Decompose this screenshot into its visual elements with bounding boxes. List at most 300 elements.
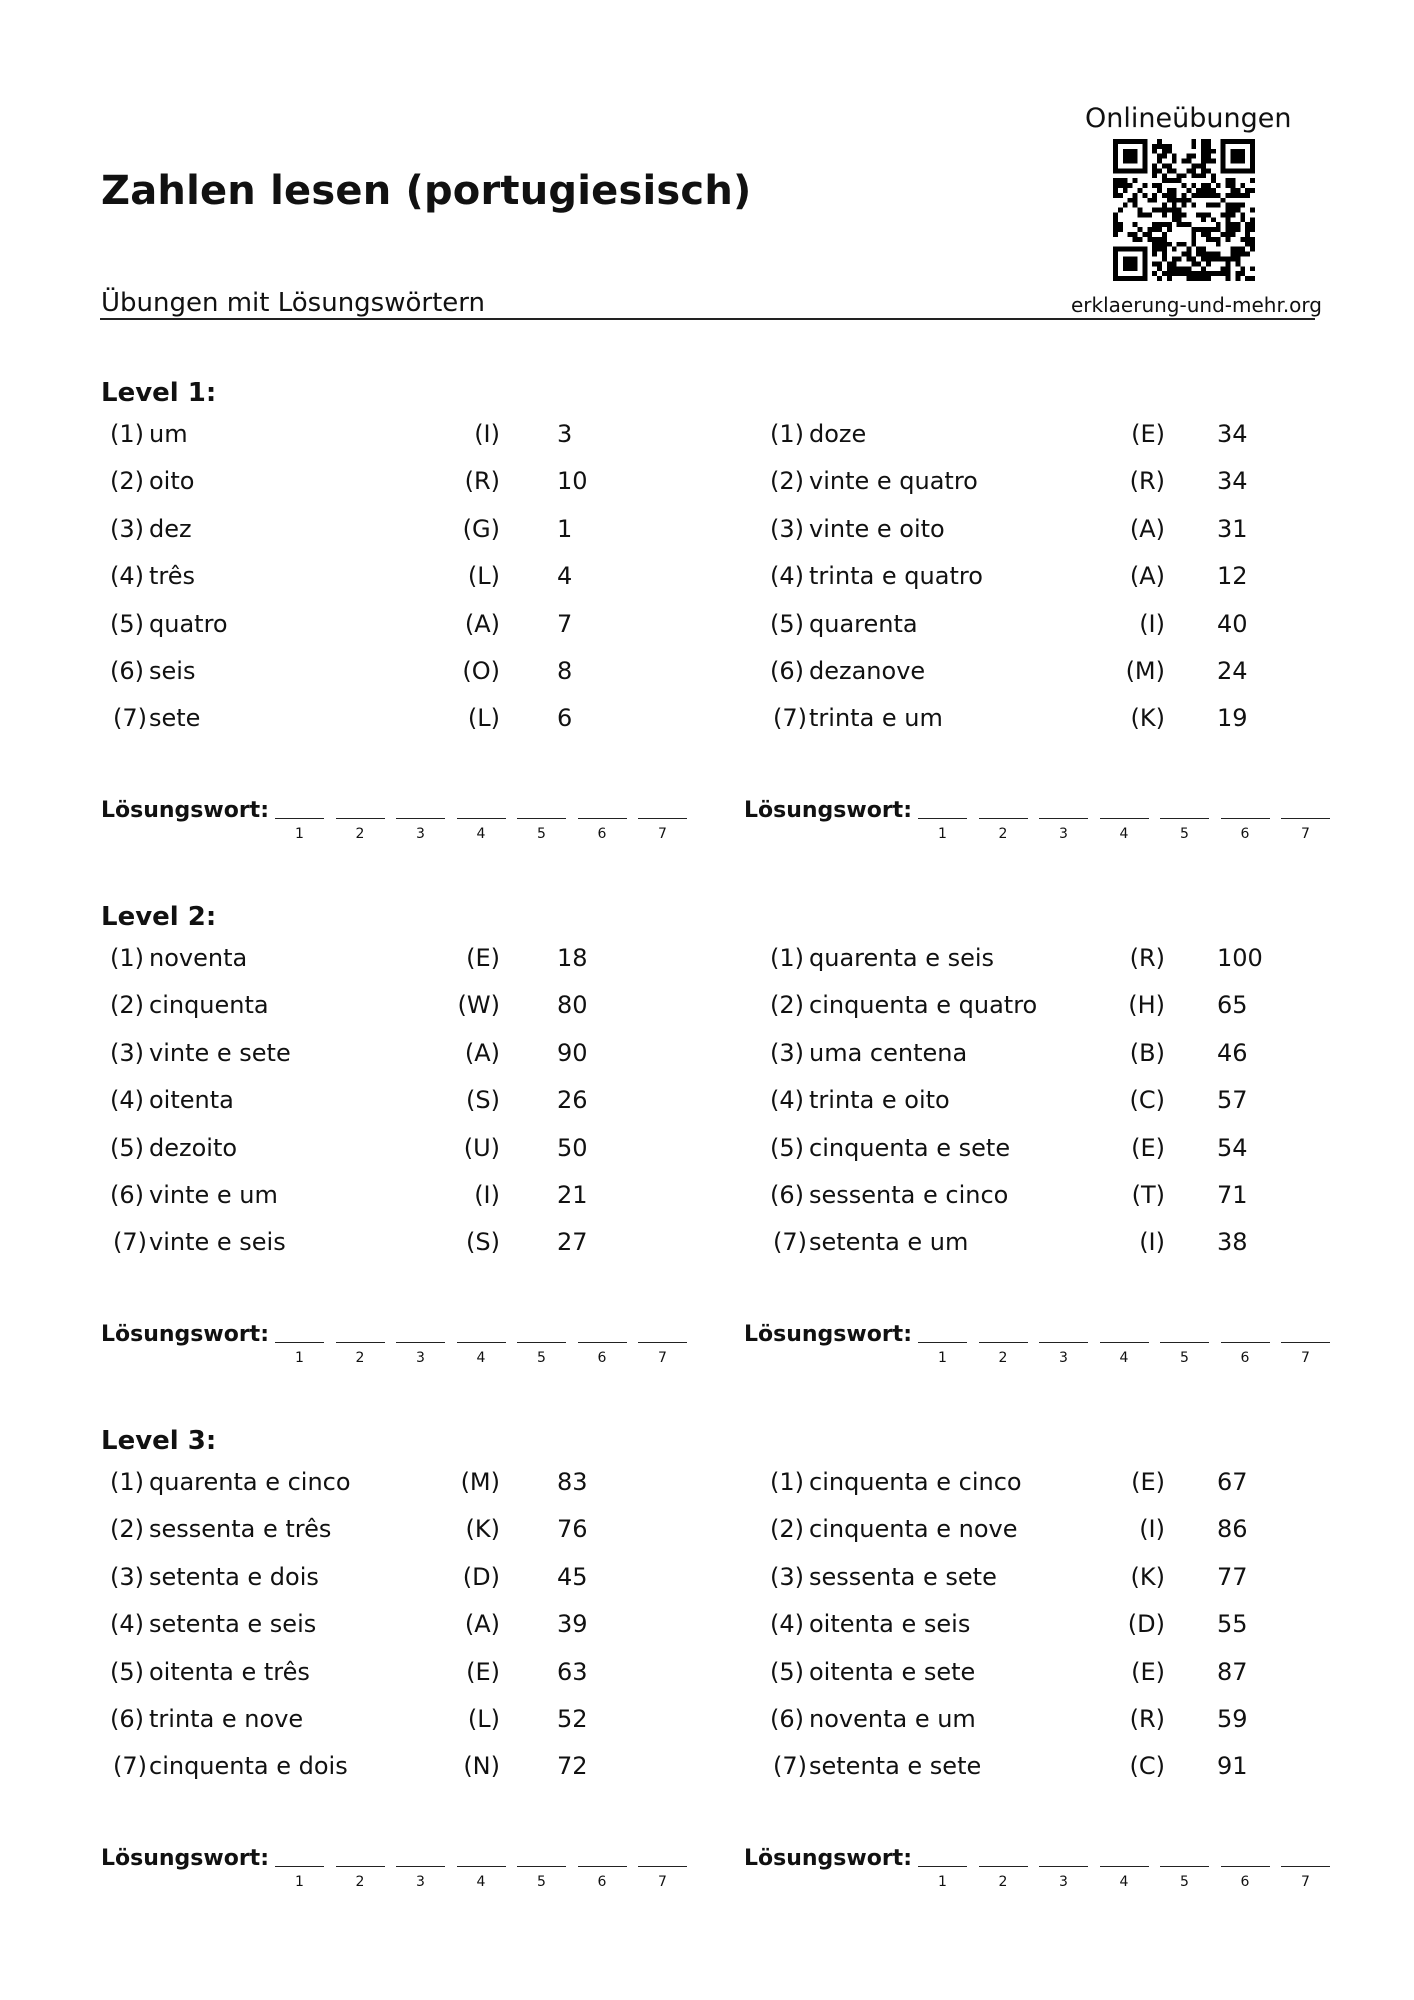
- slot-number: 4: [1119, 1350, 1129, 1366]
- item-number: (6): [110, 657, 144, 685]
- number-value: 57: [1217, 1086, 1248, 1115]
- number-value: 65: [1217, 991, 1248, 1020]
- level-title: Level 3:: [101, 1426, 217, 1456]
- solution-letter-slot[interactable]: [275, 818, 324, 854]
- exercise-row: [110, 515, 617, 555]
- number-word: setenta e um: [809, 1228, 969, 1257]
- exercise-row: [110, 1563, 617, 1603]
- solution-letter-slot[interactable]: [1221, 1866, 1270, 1902]
- number-value: 91: [1217, 1752, 1248, 1781]
- solution-letter-slot[interactable]: [1039, 818, 1088, 854]
- item-number: (4): [110, 562, 144, 591]
- slot-number: 6: [597, 1874, 607, 1890]
- blank-line: [396, 1342, 445, 1343]
- solution-letter-slot[interactable]: [1039, 1342, 1088, 1378]
- item-number: (1): [110, 420, 144, 448]
- answer-letter: (G): [462, 514, 500, 543]
- slot-number: 1: [295, 1350, 304, 1366]
- answer-letter: (S): [466, 1228, 500, 1257]
- answer-letter: (L): [467, 562, 500, 591]
- item-number: (2): [770, 1515, 804, 1544]
- item-number: (7): [113, 1228, 147, 1257]
- solution-word-label: Lösungswort:: [744, 798, 912, 823]
- number-word: oitenta: [149, 1086, 234, 1115]
- website-link[interactable]: erklaerung-und-mehr.org: [1071, 293, 1322, 317]
- blank-line: [396, 818, 445, 819]
- item-number: (4): [770, 1610, 804, 1639]
- exercise-row: [770, 1658, 1277, 1698]
- item-number: (5): [770, 609, 804, 638]
- number-word: oito: [149, 467, 195, 496]
- solution-word-row: [101, 1322, 693, 1382]
- exercise-row: [770, 1610, 1277, 1650]
- blank-line: [1281, 818, 1330, 819]
- slot-number: 1: [938, 1350, 947, 1366]
- header-divider: [100, 318, 1315, 320]
- answer-letter: (A): [464, 1038, 500, 1067]
- item-number: (3): [770, 514, 804, 543]
- answer-letter: (I): [1139, 1228, 1165, 1257]
- slot-number: 3: [1059, 826, 1068, 842]
- number-value: 67: [1217, 1468, 1248, 1496]
- solution-letter-slot[interactable]: [457, 1342, 506, 1378]
- number-value: 40: [1217, 609, 1248, 638]
- answer-letter: (O): [462, 657, 500, 685]
- number-word: setenta e dois: [149, 1562, 319, 1591]
- number-word: cinquenta: [149, 991, 269, 1020]
- slot-number: 5: [537, 1874, 546, 1890]
- exercise-row: [770, 1752, 1277, 1792]
- blank-line: [1281, 1342, 1330, 1343]
- slot-number: 1: [938, 826, 947, 842]
- exercise-row: [110, 610, 617, 650]
- exercise-row: [110, 1610, 617, 1650]
- exercise-row: [110, 1086, 617, 1126]
- blank-line: [1039, 1866, 1088, 1867]
- number-word: três: [149, 562, 196, 591]
- solution-letter-slot[interactable]: [979, 1866, 1028, 1902]
- number-word: setenta e sete: [809, 1752, 982, 1781]
- solution-letter-slot[interactable]: [918, 818, 967, 854]
- slot-number: 3: [416, 826, 425, 842]
- number-value: 24: [1217, 657, 1248, 685]
- number-value: 59: [1217, 1705, 1248, 1733]
- exercise-row: [770, 1515, 1277, 1555]
- number-word: setenta e seis: [149, 1610, 317, 1639]
- number-value: 31: [1217, 514, 1248, 543]
- slot-number: 3: [416, 1350, 425, 1366]
- solution-letter-slot[interactable]: [517, 1342, 566, 1378]
- number-word: vinte e seis: [149, 1228, 286, 1257]
- solution-letter-slot[interactable]: [396, 1866, 445, 1902]
- number-word: oitenta e seis: [809, 1610, 971, 1639]
- number-word: doze: [809, 420, 867, 448]
- blank-line: [1160, 818, 1209, 819]
- exercise-row: [770, 1181, 1277, 1221]
- slot-number: 2: [355, 1874, 365, 1890]
- solution-letter-slot[interactable]: [275, 1342, 324, 1378]
- number-word: trinta e quatro: [809, 562, 983, 591]
- slot-number: 2: [998, 1874, 1008, 1890]
- slot-number: 7: [658, 826, 667, 842]
- answer-letter: (A): [1129, 514, 1165, 543]
- exercise-row: [110, 467, 617, 507]
- blank-line: [638, 1866, 687, 1867]
- answer-letter: (S): [466, 1086, 500, 1115]
- exercise-row: [110, 704, 617, 744]
- number-value: 21: [557, 1181, 588, 1209]
- item-number: (6): [770, 1181, 804, 1209]
- solution-letter-slot[interactable]: [1039, 1866, 1088, 1902]
- number-word: cinquenta e nove: [809, 1515, 1018, 1544]
- blank-line: [336, 1342, 385, 1343]
- answer-letter: (L): [467, 704, 500, 733]
- item-number: (3): [110, 1562, 144, 1591]
- solution-word-row: [101, 1846, 693, 1906]
- answer-letter: (A): [464, 1610, 500, 1639]
- number-value: 10: [557, 467, 588, 496]
- blank-line: [336, 818, 385, 819]
- exercise-row: [110, 1752, 617, 1792]
- solution-letter-slot[interactable]: [638, 818, 687, 854]
- blank-line: [517, 1866, 566, 1867]
- slot-number: 7: [1301, 1874, 1310, 1890]
- number-value: 8: [557, 657, 573, 685]
- answer-letter: (H): [1128, 991, 1165, 1020]
- number-word: dez: [149, 514, 192, 543]
- page-title: Zahlen lesen (portugiesisch): [101, 168, 752, 214]
- level-title: Level 2:: [101, 902, 217, 932]
- answer-letter: (C): [1129, 1752, 1165, 1781]
- answer-letter: (E): [1131, 1468, 1165, 1496]
- answer-letter: (C): [1129, 1086, 1165, 1115]
- number-word: dezanove: [809, 657, 926, 685]
- solution-word-row: [744, 1846, 1336, 1906]
- answer-letter: (T): [1131, 1181, 1165, 1209]
- number-value: 90: [557, 1038, 588, 1067]
- slot-number: 5: [537, 1350, 546, 1366]
- answer-letter: (W): [457, 991, 500, 1020]
- solution-letter-slot[interactable]: [1281, 1342, 1330, 1378]
- answer-letter: (U): [463, 1133, 500, 1162]
- blank-line: [1221, 1342, 1270, 1343]
- blank-line: [1100, 1342, 1149, 1343]
- slot-number: 2: [998, 826, 1008, 842]
- slot-number: 4: [476, 1350, 486, 1366]
- blank-line: [578, 1342, 627, 1343]
- exercise-row: [770, 1468, 1277, 1508]
- number-value: 4: [557, 562, 573, 591]
- slot-number: 2: [355, 826, 365, 842]
- solution-word-row: [744, 798, 1336, 858]
- solution-letter-slot[interactable]: [336, 1342, 385, 1378]
- blank-line: [979, 1866, 1028, 1867]
- blank-line: [1160, 1342, 1209, 1343]
- number-value: 39: [557, 1610, 588, 1639]
- blank-line: [457, 1342, 506, 1343]
- solution-letter-slot[interactable]: [517, 1866, 566, 1902]
- blank-line: [918, 818, 967, 819]
- number-value: 3: [557, 420, 573, 448]
- slot-number: 5: [1180, 1874, 1189, 1890]
- solution-letter-slot[interactable]: [918, 1866, 967, 1902]
- number-word: quarenta e cinco: [149, 1468, 351, 1496]
- answer-letter: (K): [465, 1515, 500, 1544]
- item-number: (7): [113, 1752, 147, 1781]
- solution-letter-slot[interactable]: [578, 818, 627, 854]
- exercise-row: [770, 515, 1277, 555]
- slot-number: 1: [295, 826, 304, 842]
- exercise-row: [110, 1705, 617, 1745]
- solution-word-row: [101, 798, 693, 858]
- number-value: 55: [1217, 1610, 1248, 1639]
- exercise-row: [770, 420, 1277, 460]
- solution-letter-slot[interactable]: [396, 1342, 445, 1378]
- exercise-row: [110, 1515, 617, 1555]
- number-word: vinte e quatro: [809, 467, 978, 496]
- item-number: (5): [110, 609, 144, 638]
- blank-line: [336, 1866, 385, 1867]
- number-word: cinquenta e dois: [149, 1752, 348, 1781]
- solution-word-label: Lösungswort:: [101, 1322, 269, 1347]
- item-number: (7): [773, 1228, 807, 1257]
- blank-line: [275, 1866, 324, 1867]
- number-value: 45: [557, 1562, 588, 1591]
- solution-letter-slot[interactable]: [517, 818, 566, 854]
- solution-letter-slot[interactable]: [979, 1342, 1028, 1378]
- number-value: 83: [557, 1468, 588, 1496]
- number-value: 34: [1217, 467, 1248, 496]
- number-value: 52: [557, 1705, 588, 1733]
- solution-letter-slot[interactable]: [1160, 1866, 1209, 1902]
- blank-line: [979, 818, 1028, 819]
- number-value: 12: [1217, 562, 1248, 591]
- solution-letter-slot[interactable]: [918, 1342, 967, 1378]
- solution-word-row: [744, 1322, 1336, 1382]
- number-word: trinta e nove: [149, 1705, 304, 1733]
- blank-line: [638, 818, 687, 819]
- answer-letter: (M): [1125, 657, 1165, 685]
- number-word: sessenta e três: [149, 1515, 332, 1544]
- slot-number: 4: [1119, 826, 1129, 842]
- answer-letter: (I): [1139, 1515, 1165, 1544]
- blank-line: [457, 1866, 506, 1867]
- solution-letter-slot[interactable]: [396, 818, 445, 854]
- number-word: um: [149, 420, 188, 448]
- number-word: vinte e um: [149, 1181, 278, 1209]
- blank-line: [1221, 1866, 1270, 1867]
- solution-letter-slot[interactable]: [1281, 818, 1330, 854]
- blank-line: [979, 1342, 1028, 1343]
- blank-line: [918, 1342, 967, 1343]
- exercise-row: [770, 1563, 1277, 1603]
- number-value: 34: [1217, 420, 1248, 448]
- solution-letter-slot[interactable]: [1100, 1342, 1149, 1378]
- blank-line: [638, 1342, 687, 1343]
- number-value: 72: [557, 1752, 588, 1781]
- level-title: Level 1:: [101, 378, 217, 408]
- slot-number: 7: [658, 1350, 667, 1366]
- slot-number: 5: [1180, 1350, 1189, 1366]
- number-word: sessenta e sete: [809, 1562, 997, 1591]
- solution-letter-slot[interactable]: [979, 818, 1028, 854]
- number-word: trinta e um: [809, 704, 943, 733]
- blank-line: [1160, 1866, 1209, 1867]
- number-word: uma centena: [809, 1038, 968, 1067]
- number-value: 76: [557, 1515, 588, 1544]
- number-value: 1: [557, 514, 573, 543]
- exercise-row: [770, 657, 1277, 697]
- blank-line: [578, 1866, 627, 1867]
- item-number: (1): [770, 944, 804, 972]
- item-number: (2): [770, 991, 804, 1020]
- number-value: 19: [1217, 704, 1248, 733]
- answer-letter: (D): [462, 1562, 500, 1591]
- slot-number: 2: [355, 1350, 365, 1366]
- number-value: 18: [557, 944, 588, 972]
- answer-letter: (R): [1129, 467, 1165, 496]
- number-word: vinte e oito: [809, 514, 945, 543]
- item-number: (6): [110, 1705, 144, 1733]
- item-number: (2): [110, 991, 144, 1020]
- solution-letter-slot[interactable]: [578, 1342, 627, 1378]
- slot-number: 2: [998, 1350, 1008, 1366]
- item-number: (2): [110, 467, 144, 496]
- exercise-row: [770, 1134, 1277, 1174]
- slot-number: 7: [1301, 826, 1310, 842]
- number-value: 27: [557, 1228, 588, 1257]
- exercise-row: [770, 704, 1277, 744]
- number-word: oitenta e sete: [809, 1657, 976, 1686]
- item-number: (7): [773, 704, 807, 733]
- item-number: (4): [770, 562, 804, 591]
- answer-letter: (E): [466, 1657, 500, 1686]
- answer-letter: (K): [1130, 1562, 1165, 1591]
- answer-letter: (R): [1129, 944, 1165, 972]
- answer-letter: (I): [1139, 609, 1165, 638]
- slot-number: 1: [295, 1874, 304, 1890]
- slot-number: 5: [537, 826, 546, 842]
- number-value: 46: [1217, 1038, 1248, 1067]
- number-value: 6: [557, 704, 573, 733]
- slot-number: 3: [1059, 1874, 1068, 1890]
- answer-letter: (D): [1127, 1610, 1165, 1639]
- blank-line: [275, 818, 324, 819]
- solution-letter-slot[interactable]: [1160, 1342, 1209, 1378]
- solution-letter-slot[interactable]: [1100, 1866, 1149, 1902]
- answer-letter: (N): [463, 1752, 500, 1781]
- answer-letter: (L): [467, 1705, 500, 1733]
- slot-number: 6: [1240, 826, 1250, 842]
- blank-line: [578, 818, 627, 819]
- exercise-row: [110, 657, 617, 697]
- number-word: quarenta: [809, 609, 918, 638]
- solution-letter-slot[interactable]: [578, 1866, 627, 1902]
- answer-letter: (R): [464, 467, 500, 496]
- number-word: sessenta e cinco: [809, 1181, 1009, 1209]
- solution-letter-slot[interactable]: [1100, 818, 1149, 854]
- solution-letter-slot[interactable]: [638, 1866, 687, 1902]
- slot-number: 6: [597, 1350, 607, 1366]
- item-number: (3): [770, 1562, 804, 1591]
- exercise-row: [110, 1468, 617, 1508]
- slot-number: 3: [1059, 1350, 1068, 1366]
- answer-letter: (E): [1131, 1657, 1165, 1686]
- slot-number: 5: [1180, 826, 1189, 842]
- exercise-row: [770, 1228, 1277, 1268]
- number-value: 7: [557, 609, 573, 638]
- exercise-row: [110, 420, 617, 460]
- number-word: oitenta e três: [149, 1657, 310, 1686]
- exercise-row: [770, 1705, 1277, 1745]
- blank-line: [1039, 1342, 1088, 1343]
- number-word: noventa e um: [809, 1705, 976, 1733]
- item-number: (6): [770, 1705, 804, 1733]
- number-value: 86: [1217, 1515, 1248, 1544]
- answer-letter: (I): [474, 420, 500, 448]
- solution-letter-slot[interactable]: [275, 1866, 324, 1902]
- solution-letter-slot[interactable]: [638, 1342, 687, 1378]
- solution-letter-slot[interactable]: [457, 1866, 506, 1902]
- exercise-row: [110, 1039, 617, 1079]
- solution-letter-slot[interactable]: [336, 818, 385, 854]
- answer-letter: (K): [1130, 704, 1165, 733]
- answer-letter: (A): [464, 609, 500, 638]
- slot-number: 7: [1301, 1350, 1310, 1366]
- item-number: (5): [770, 1133, 804, 1162]
- solution-letter-slot[interactable]: [457, 818, 506, 854]
- number-value: 54: [1217, 1133, 1248, 1162]
- number-value: 63: [557, 1657, 588, 1686]
- exercise-row: [770, 1086, 1277, 1126]
- answer-letter: (E): [1131, 1133, 1165, 1162]
- item-number: (5): [110, 1657, 144, 1686]
- item-number: (4): [770, 1086, 804, 1115]
- item-number: (4): [110, 1086, 144, 1115]
- number-value: 80: [557, 991, 588, 1020]
- answer-letter: (R): [1129, 1705, 1165, 1733]
- blank-line: [1100, 1866, 1149, 1867]
- solution-letter-slot[interactable]: [1221, 818, 1270, 854]
- blank-line: [396, 1866, 445, 1867]
- blank-line: [1100, 818, 1149, 819]
- slot-number: 3: [416, 1874, 425, 1890]
- answer-letter: (E): [1131, 420, 1165, 448]
- answer-letter: (M): [460, 1468, 500, 1496]
- number-word: trinta e oito: [809, 1086, 950, 1115]
- slot-number: 4: [1119, 1874, 1129, 1890]
- solution-letter-slot[interactable]: [1221, 1342, 1270, 1378]
- exercise-row: [110, 1134, 617, 1174]
- number-word: cinquenta e quatro: [809, 991, 1038, 1020]
- qr-code-icon[interactable]: [1113, 139, 1255, 281]
- slot-number: 6: [1240, 1350, 1250, 1366]
- item-number: (7): [773, 1752, 807, 1781]
- solution-word-label: Lösungswort:: [744, 1846, 912, 1871]
- solution-word-label: Lösungswort:: [744, 1322, 912, 1347]
- number-value: 38: [1217, 1228, 1248, 1257]
- solution-letter-slot[interactable]: [1281, 1866, 1330, 1902]
- solution-letter-slot[interactable]: [336, 1866, 385, 1902]
- item-number: (1): [110, 944, 144, 972]
- number-word: seis: [149, 657, 196, 685]
- solution-word-label: Lösungswort:: [101, 798, 269, 823]
- slot-number: 1: [938, 1874, 947, 1890]
- exercise-row: [770, 610, 1277, 650]
- item-number: (1): [770, 420, 804, 448]
- solution-letter-slot[interactable]: [1160, 818, 1209, 854]
- number-value: 77: [1217, 1562, 1248, 1591]
